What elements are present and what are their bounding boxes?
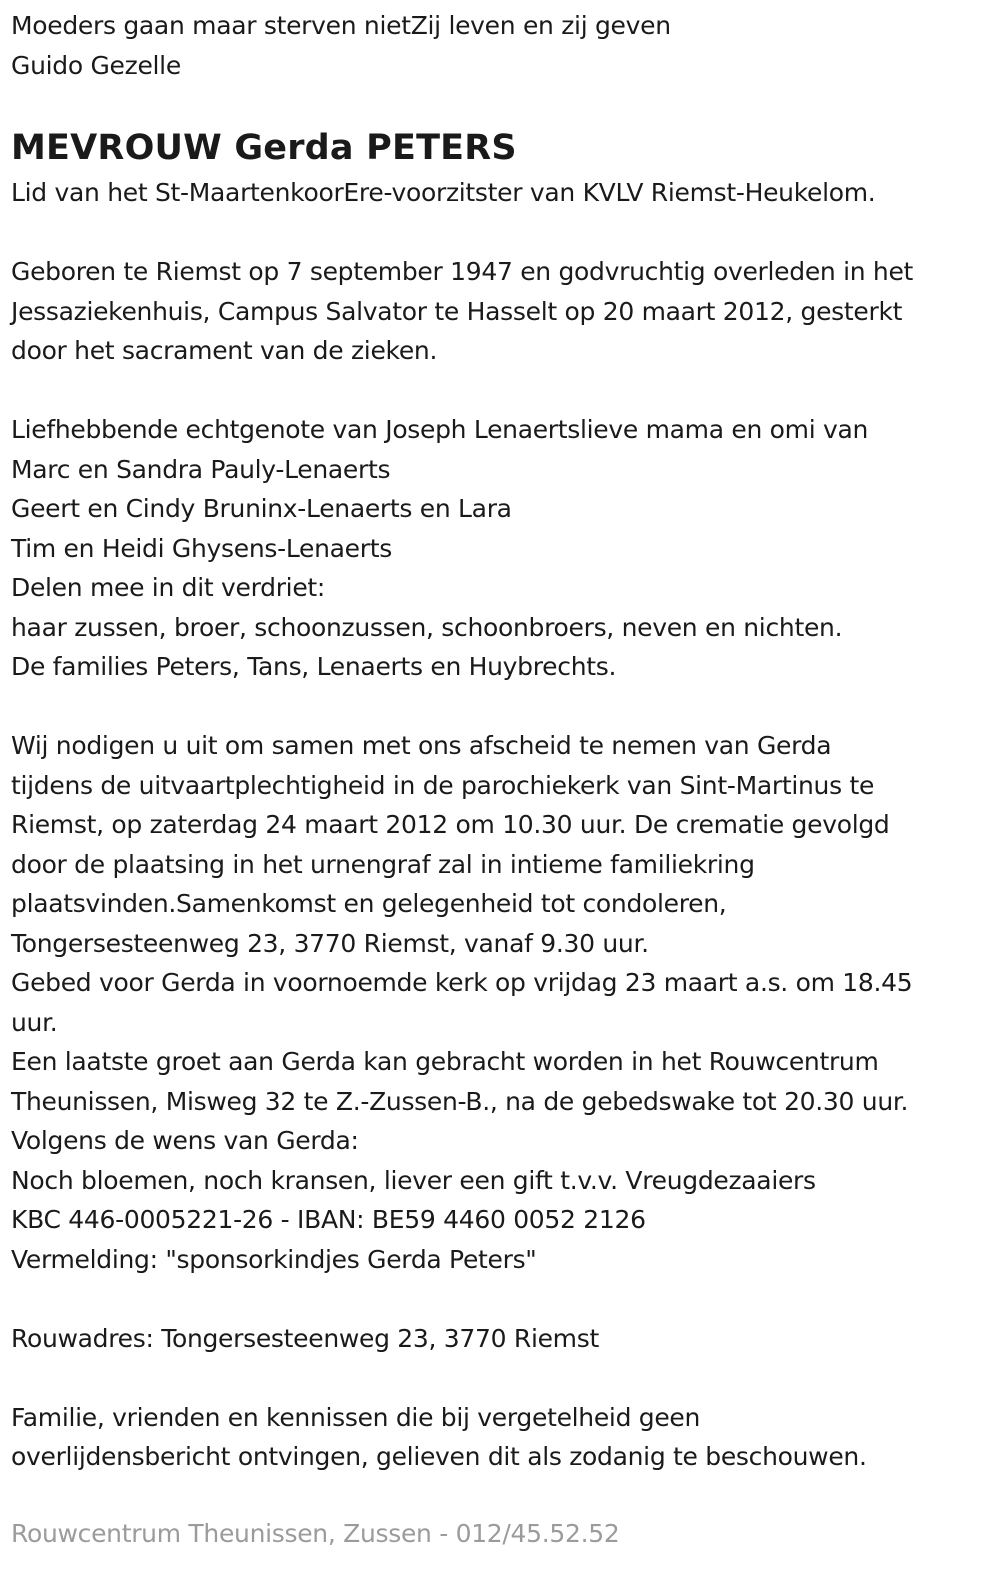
deceased-subtitle: Lid van het St-MaartenkoorEre-voorzitster van KVLV Riemst-Heukelom.	[11, 178, 876, 207]
paragraph-line: Volgens de wens van Gerda:	[11, 1126, 359, 1155]
paragraph-line: Liefhebbende echtgenote van Joseph Lenaertslieve mama en omi van	[11, 415, 869, 444]
spacer	[11, 687, 1000, 727]
paragraph-line: Geert en Cindy Bruninx-Lenaerts en Lara	[11, 494, 512, 523]
paragraph-line: Marc en Sandra Pauly-Lenaerts	[11, 454, 391, 484]
spacer	[11, 371, 1000, 411]
paragraph-line: De families Peters, Tans, Lenaerts en Huybrechts.	[11, 652, 617, 681]
paragraph-line: Wij nodigen u uit om samen met ons afscheid te nemen van Gerda	[11, 731, 832, 760]
mourning-address: Rouwadres: Tongersesteenweg 23, 3770 Riemst	[11, 1323, 599, 1353]
paragraph-line: haar zussen, broer, schoonzussen, schoonbroers, neven en nichten.	[11, 612, 843, 642]
quote-author: Guido Gezelle	[11, 50, 181, 80]
closing-paragraph	[11, 1398, 1000, 1477]
paragraph-line: plaatsvinden.Samenkomst en gelegenheid tot condoleren,	[11, 889, 727, 918]
family-paragraph	[11, 410, 1000, 687]
paragraph-line: overlijdensbericht ontvingen, gelieven dit als zodanig te beschouwen.	[11, 1442, 867, 1471]
paragraph-line: Jessaziekenhuis, Campus Salvator te Hasselt op 20 maart 2012, gesterkt	[11, 296, 903, 326]
paragraph-line: Noch bloemen, noch kransen, liever een gift t.v.v. Vreugdezaaiers	[11, 1165, 816, 1195]
paragraph-line: Vermelding: "sponsorkindjes Gerda Peters"	[11, 1244, 537, 1274]
paragraph-line: Riemst, op zaterdag 24 maart 2012 om 10.30 uur. De crematie gevolgd	[11, 810, 890, 839]
quote-text: Moeders gaan maar sterven nietZij leven en zij geven	[11, 11, 671, 40]
paragraph-line: Delen mee in dit verdriet:	[11, 573, 326, 602]
spacer	[11, 1358, 1000, 1398]
paragraph-line: Tim en Heidi Ghysens-Lenaerts	[11, 533, 392, 563]
paragraph-line: KBC 446-0005221-26 - IBAN: BE59 4460 0052 2126	[11, 1205, 646, 1234]
spacer	[11, 1279, 1000, 1319]
paragraph-line: Familie, vrienden en kennissen die bij vergetelheid geen	[11, 1402, 701, 1432]
paragraph-line: Gebed voor Gerda in voornoemde kerk op vrijdag 23 maart a.s. om 18.45	[11, 968, 913, 997]
paragraph-line: tijdens de uitvaartplechtigheid in de parochiekerk van Sint-Martinus te	[11, 770, 875, 800]
paragraph-line: Theunissen, Misweg 32 te Z.-Zussen-B., na de gebedswake tot 20.30 uur.	[11, 1086, 909, 1116]
spacer	[11, 213, 1000, 253]
birth-death-paragraph	[11, 252, 1000, 371]
ceremony-paragraph	[11, 726, 1000, 1279]
paragraph-line: door de plaatsing in het urnengraf zal in intieme familiekring	[11, 849, 755, 879]
paragraph-line: Een laatste groet aan Gerda kan gebracht worden in het Rouwcentrum	[11, 1047, 879, 1076]
paragraph-line: Tongersesteenweg 23, 3770 Riemst, vanaf 9.30 uur.	[11, 928, 649, 958]
deceased-name-title: MEVROUW Gerda PETERS	[11, 128, 517, 168]
paragraph-line: uur.	[11, 1007, 58, 1037]
quote-block	[11, 6, 1000, 85]
paragraph-line: Geboren te Riemst op 7 september 1947 en godvruchtig overleden in het	[11, 257, 914, 286]
funeral-home-footer: Rouwcentrum Theunissen, Zussen - 012/45.52.52	[11, 1519, 620, 1548]
paragraph-line: door het sacrament van de zieken.	[11, 336, 438, 365]
